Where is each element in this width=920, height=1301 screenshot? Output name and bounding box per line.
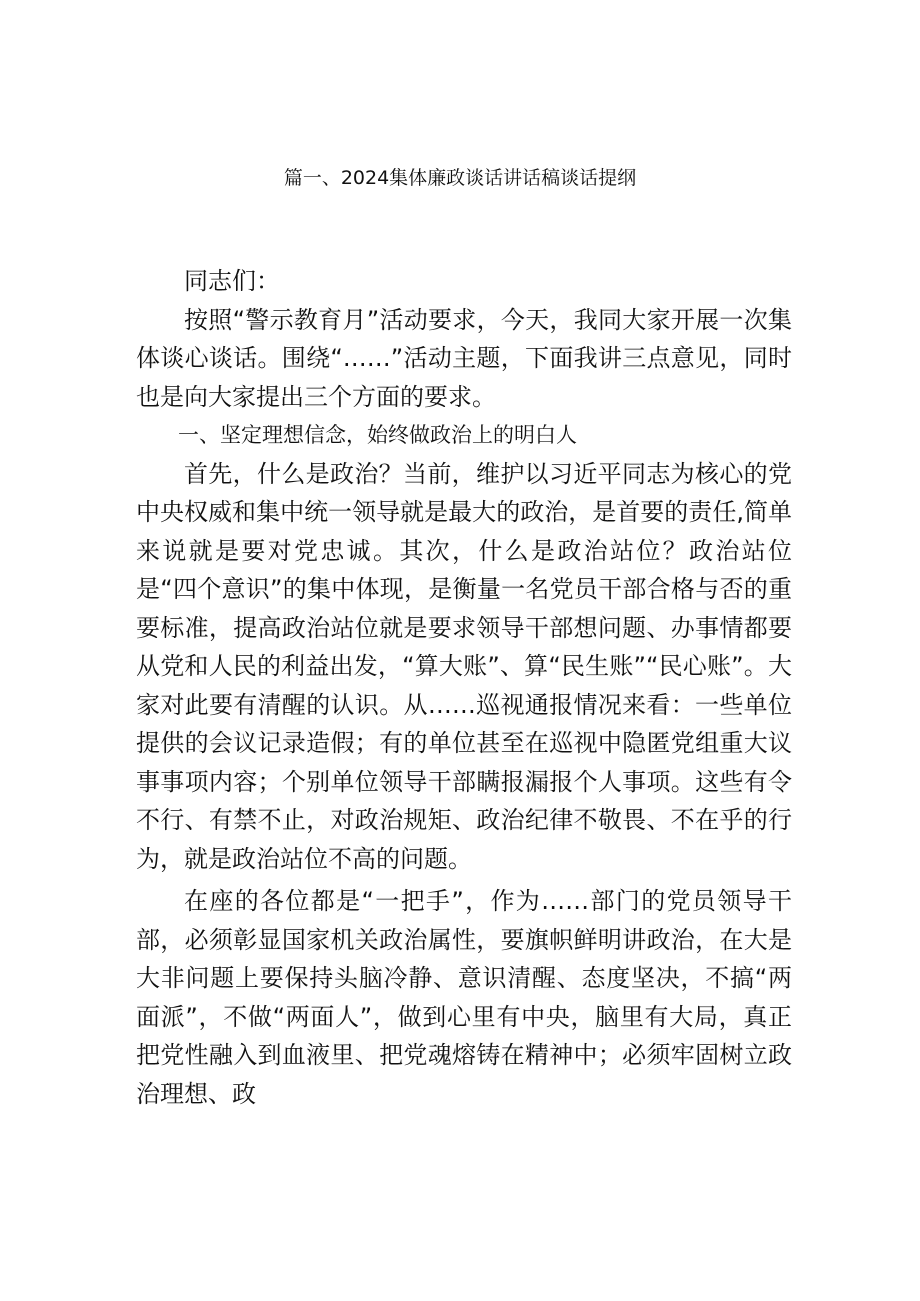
intro-paragraph: 按照“警示教育月”活动要求，今天，我同大家开展一次集体谈心谈话。围绕“……”活动主题，下面我讲三点意见，同时也是向大家提出三个方面的要求。 [136,305,792,411]
salutation-paragraph: 同志们： [184,267,280,295]
document-body [136,262,792,1113]
section-heading: 一、坚定理想信念，始终做政治上的明白人 [178,423,577,447]
body-paragraph: 首先，什么是政治？当前，维护以习近平同志为核心的党中央权威和集中统一领导就是最大的政治，是首要的责任,简单来说就是要对党忠诚。其次，什么是政治站位？政治站位是“四个意识”的集中体现，是衡量一名党员干部合格与否的重要标准，提高政治站位就是要求领导干部想问题、办事情都要从党和人民的利益出发，“算大账”、算“民生账”“民心账”。大家对此要有清醒的认识。从……巡视通报情况来看：一些单位提供的会议记录造假；有的单位甚至在巡视中隐匿党组重大议事事项内容；个别单位领导干部瞒报漏报个人事项。这些有令不行、有禁不止，对政治规矩、政治纪律不敬畏、不在乎的行为，就是政治站位不高的问题。 [136,459,792,873]
body-paragraph: 在座的各位都是“一把手”，作为……部门的党员领导干部，必须彰显国家机关政治属性，要旗帜鲜明讲政治，在大是大非问题上要保持头脑冷静、意识清醒、态度坚决，不搞“两面派”，不做“两面人”，做到心里有中央，脑里有大局，真正把党性融入到血液里、把党魂熔铸在精神中；必须牢固树立政治理想、政 [136,887,792,1108]
document-title: 篇一、2024集体廉政谈话讲话稿谈话提纲 [283,167,637,189]
